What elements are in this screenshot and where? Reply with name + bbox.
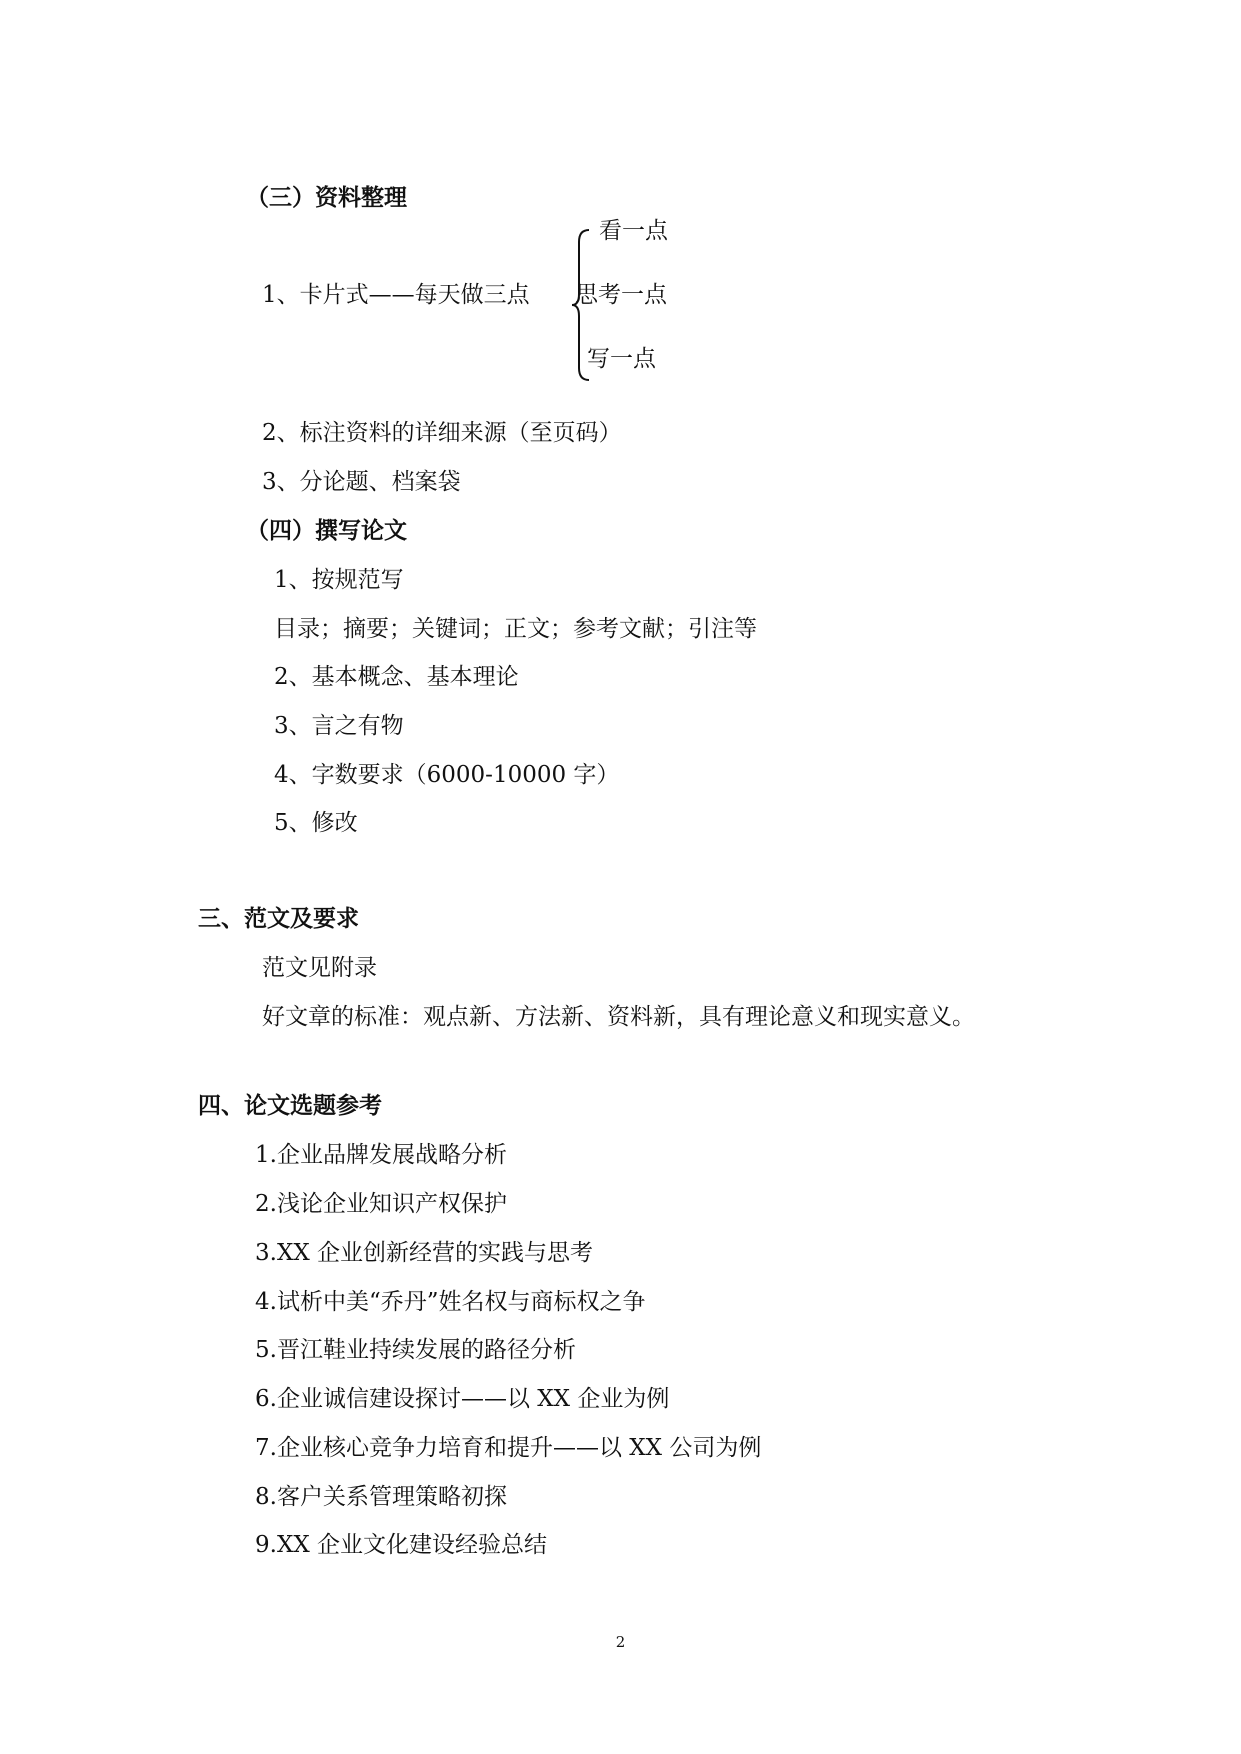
writing-item: 目录；摘要；关键词；正文；参考文献；引注等	[274, 616, 757, 642]
topic-item: 3.XX 企业创新经营的实践与思考	[255, 1240, 594, 1266]
item-subtopic-folder: 3、分论题、档案袋	[262, 469, 461, 495]
branch-think: 思考一点	[575, 282, 667, 308]
topic-item: 1.企业品牌发展战略分析	[255, 1142, 507, 1168]
item-card-method: 1、卡片式——每天做三点	[262, 282, 530, 308]
writing-item: 3、言之有物	[274, 713, 404, 739]
page-number: 2	[615, 1633, 626, 1651]
branch-write: 写一点	[587, 346, 656, 372]
sample-line: 范文见附录	[262, 955, 377, 981]
section-heading-writing: （四）撰写论文	[246, 518, 407, 544]
part-heading-sample: 三、范文及要求	[198, 906, 359, 932]
sample-line: 好文章的标准：观点新、方法新、资料新，具有理论意义和现实意义。	[262, 1004, 975, 1030]
topic-item: 8.客户关系管理策略初探	[255, 1484, 507, 1510]
topic-item: 4.试析中美“乔丹”姓名权与商标权之争	[255, 1289, 646, 1315]
writing-item: 5、修改	[274, 810, 358, 836]
section-heading-material: （三）资料整理	[246, 185, 407, 211]
topic-item: 2.浅论企业知识产权保护	[255, 1191, 507, 1217]
topic-item: 6.企业诚信建设探讨——以 XX 企业为例	[255, 1386, 670, 1412]
topic-item: 7.企业核心竞争力培育和提升——以 XX 公司为例	[255, 1435, 762, 1461]
part-heading-topics: 四、论文选题参考	[198, 1093, 382, 1119]
writing-item: 2、基本概念、基本理论	[274, 664, 519, 690]
branch-read: 看一点	[599, 218, 668, 244]
topic-item: 5.晋江鞋业持续发展的路径分析	[255, 1337, 576, 1363]
topic-item: 9.XX 企业文化建设经验总结	[255, 1532, 548, 1558]
writing-item: 1、按规范写	[274, 567, 404, 593]
item-source-note: 2、标注资料的详细来源（至页码）	[262, 420, 622, 446]
writing-item: 4、字数要求（6000-10000 字）	[274, 762, 620, 788]
